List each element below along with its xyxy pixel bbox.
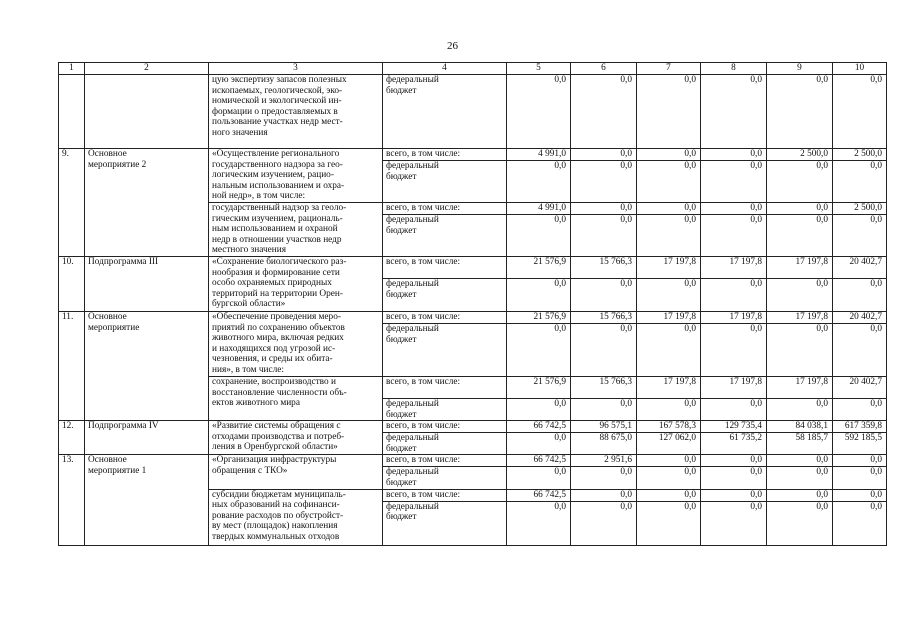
value-cell: 0,0 bbox=[833, 75, 887, 149]
value-cell: 0,0 bbox=[701, 203, 767, 215]
value-cell: 17 197,8 bbox=[637, 312, 701, 324]
value-cell: 66 742,5 bbox=[507, 421, 571, 433]
value-cell: 0,0 bbox=[637, 203, 701, 215]
row-name: Основное мероприятие 1 bbox=[85, 455, 209, 545]
value-cell: 17 197,8 bbox=[701, 312, 767, 324]
header-cell: 7 bbox=[637, 63, 701, 75]
value-cell: 0,0 bbox=[507, 324, 571, 377]
funding-source: федеральный бюджет bbox=[383, 324, 507, 377]
value-cell: 0,0 bbox=[571, 279, 637, 312]
value-cell: 96 575,1 bbox=[571, 421, 637, 433]
value-cell: 0,0 bbox=[833, 455, 887, 467]
header-cell: 9 bbox=[767, 63, 833, 75]
value-cell: 0,0 bbox=[507, 399, 571, 421]
value-cell: 0,0 bbox=[833, 215, 887, 257]
row-description: субсидии бюджетам муниципаль- ных образований на софинанси- рование расходов по обустройст- ву мест (площадок) накопления твердых коммунальных отходов bbox=[209, 489, 383, 545]
value-cell: 15 766,3 bbox=[571, 312, 637, 324]
value-cell: 0,0 bbox=[833, 489, 887, 501]
value-cell: 0,0 bbox=[637, 215, 701, 257]
value-cell: 0,0 bbox=[767, 324, 833, 377]
row-index bbox=[59, 75, 85, 149]
row-name: Подпрограмма III bbox=[85, 257, 209, 312]
value-cell: 0,0 bbox=[701, 324, 767, 377]
value-cell: 0,0 bbox=[637, 149, 701, 161]
table-row bbox=[59, 421, 887, 433]
value-cell: 0,0 bbox=[767, 467, 833, 489]
header-cell: 5 bbox=[507, 63, 571, 75]
value-cell: 17 197,8 bbox=[701, 257, 767, 279]
funding-source: всего, в том числе: bbox=[383, 377, 507, 399]
header-cell: 3 bbox=[209, 63, 383, 75]
value-cell: 0,0 bbox=[571, 501, 637, 545]
value-cell: 17 197,8 bbox=[767, 312, 833, 324]
value-cell: 0,0 bbox=[701, 455, 767, 467]
value-cell: 20 402,7 bbox=[833, 257, 887, 279]
value-cell: 0,0 bbox=[701, 501, 767, 545]
value-cell: 0,0 bbox=[571, 399, 637, 421]
value-cell: 0,0 bbox=[701, 215, 767, 257]
header-cell: 1 bbox=[59, 63, 85, 75]
value-cell: 0,0 bbox=[571, 324, 637, 377]
row-name: Основное мероприятие bbox=[85, 312, 209, 421]
value-cell: 15 766,3 bbox=[571, 257, 637, 279]
value-cell: 0,0 bbox=[571, 75, 637, 149]
value-cell: 0,0 bbox=[767, 501, 833, 545]
value-cell: 20 402,7 bbox=[833, 377, 887, 399]
value-cell: 0,0 bbox=[507, 279, 571, 312]
funding-source: всего, в том числе: bbox=[383, 257, 507, 279]
header-cell: 8 bbox=[701, 63, 767, 75]
value-cell: 0,0 bbox=[637, 75, 701, 149]
value-cell: 0,0 bbox=[701, 489, 767, 501]
value-cell: 58 185,7 bbox=[767, 433, 833, 455]
value-cell: 0,0 bbox=[637, 161, 701, 203]
row-description: «Осуществление регионального государственного надзора за гео- логическим изучением, рацио- нальным использованием и охра- ной недр», в том числе: bbox=[209, 149, 383, 203]
row-index: 9. bbox=[59, 149, 85, 257]
value-cell: 2 500,0 bbox=[833, 203, 887, 215]
value-cell: 0,0 bbox=[571, 149, 637, 161]
value-cell: 4 991,0 bbox=[507, 149, 571, 161]
row-description: «Организация инфраструктуры обращения с ТКО» bbox=[209, 455, 383, 489]
value-cell: 0,0 bbox=[767, 455, 833, 467]
value-cell: 0,0 bbox=[507, 501, 571, 545]
value-cell: 0,0 bbox=[507, 467, 571, 489]
value-cell: 21 576,9 bbox=[507, 377, 571, 399]
row-name bbox=[85, 75, 209, 149]
funding-source: федеральный бюджет bbox=[383, 279, 507, 312]
value-cell: 0,0 bbox=[571, 215, 637, 257]
value-cell: 0,0 bbox=[637, 489, 701, 501]
value-cell: 0,0 bbox=[767, 279, 833, 312]
value-cell: 0,0 bbox=[701, 467, 767, 489]
value-cell: 0,0 bbox=[701, 75, 767, 149]
funding-source: всего, в том числе: bbox=[383, 455, 507, 467]
value-cell: 0,0 bbox=[637, 467, 701, 489]
value-cell: 17 197,8 bbox=[767, 257, 833, 279]
funding-source: всего, в том числе: bbox=[383, 489, 507, 501]
value-cell: 0,0 bbox=[701, 279, 767, 312]
row-index: 13. bbox=[59, 455, 85, 545]
value-cell: 0,0 bbox=[833, 161, 887, 203]
funding-source: федеральный бюджет bbox=[383, 161, 507, 203]
value-cell: 0,0 bbox=[767, 215, 833, 257]
value-cell: 0,0 bbox=[833, 501, 887, 545]
value-cell: 127 062,0 bbox=[637, 433, 701, 455]
row-description: цую экспертизу запасов полезных ископаемых, геологической, эко- номической и экологической ин- формации о предоставляемых в пользование участках недр мест- ного значения bbox=[209, 75, 383, 149]
value-cell: 617 359,8 bbox=[833, 421, 887, 433]
value-cell: 0,0 bbox=[571, 203, 637, 215]
funding-source: всего, в том числе: bbox=[383, 312, 507, 324]
row-name: Подпрограмма IV bbox=[85, 421, 209, 455]
funding-source: федеральный бюджет bbox=[383, 467, 507, 489]
page-number: 26 bbox=[447, 40, 458, 52]
table-row bbox=[59, 455, 887, 467]
funding-source: федеральный бюджет bbox=[383, 215, 507, 257]
header-cell: 4 bbox=[383, 63, 507, 75]
value-cell: 0,0 bbox=[767, 399, 833, 421]
value-cell: 17 197,8 bbox=[767, 377, 833, 399]
value-cell: 0,0 bbox=[507, 75, 571, 149]
funding-source: всего, в том числе: bbox=[383, 203, 507, 215]
header-cell: 10 bbox=[833, 63, 887, 75]
value-cell: 0,0 bbox=[767, 161, 833, 203]
funding-source: федеральный бюджет bbox=[383, 501, 507, 545]
table-row bbox=[59, 75, 887, 149]
value-cell: 0,0 bbox=[507, 215, 571, 257]
table-header-row bbox=[59, 63, 887, 75]
value-cell: 0,0 bbox=[833, 279, 887, 312]
value-cell: 84 038,1 bbox=[767, 421, 833, 433]
value-cell: 0,0 bbox=[701, 399, 767, 421]
header-cell: 2 bbox=[85, 63, 209, 75]
row-description: «Обеспечение проведения меро- приятий по сохранению объектов животного мира, включая редких и находящихся под угрозой ис- чезновения, и среды их обита- ния», в том числе: bbox=[209, 312, 383, 377]
value-cell: 0,0 bbox=[571, 467, 637, 489]
table-row bbox=[59, 257, 887, 279]
budget-table bbox=[58, 62, 887, 546]
value-cell: 0,0 bbox=[701, 149, 767, 161]
value-cell: 88 675,0 bbox=[571, 433, 637, 455]
value-cell: 17 197,8 bbox=[701, 377, 767, 399]
value-cell: 592 185,5 bbox=[833, 433, 887, 455]
table-row bbox=[59, 312, 887, 324]
value-cell: 61 735,2 bbox=[701, 433, 767, 455]
value-cell: 0,0 bbox=[637, 455, 701, 467]
funding-source: федеральный бюджет bbox=[383, 399, 507, 421]
funding-source: всего, в том числе: bbox=[383, 421, 507, 433]
value-cell: 17 197,8 bbox=[637, 377, 701, 399]
value-cell: 167 578,3 bbox=[637, 421, 701, 433]
value-cell: 0,0 bbox=[833, 324, 887, 377]
value-cell: 66 742,5 bbox=[507, 455, 571, 467]
value-cell: 0,0 bbox=[637, 399, 701, 421]
value-cell: 0,0 bbox=[637, 279, 701, 312]
value-cell: 0,0 bbox=[767, 203, 833, 215]
value-cell: 0,0 bbox=[767, 75, 833, 149]
value-cell: 2 500,0 bbox=[833, 149, 887, 161]
value-cell: 2 500,0 bbox=[767, 149, 833, 161]
value-cell: 0,0 bbox=[637, 501, 701, 545]
value-cell: 0,0 bbox=[507, 161, 571, 203]
row-description: сохранение, воспроизводство и восстановление численности объ- ектов животного мира bbox=[209, 377, 383, 421]
row-index: 12. bbox=[59, 421, 85, 455]
value-cell: 0,0 bbox=[833, 467, 887, 489]
funding-source: федеральный бюджет bbox=[383, 433, 507, 455]
value-cell: 0,0 bbox=[571, 161, 637, 203]
funding-source: федеральный бюджет bbox=[383, 75, 507, 149]
value-cell: 17 197,8 bbox=[637, 257, 701, 279]
value-cell: 0,0 bbox=[833, 399, 887, 421]
value-cell: 66 742,5 bbox=[507, 489, 571, 501]
value-cell: 21 576,9 bbox=[507, 257, 571, 279]
value-cell: 20 402,7 bbox=[833, 312, 887, 324]
row-description: «Сохранение биологического раз- нообразия и формирование сети особо охраняемых природных территорий на территории Орен- бургской области» bbox=[209, 257, 383, 312]
value-cell: 0,0 bbox=[701, 161, 767, 203]
value-cell: 4 991,0 bbox=[507, 203, 571, 215]
row-name: Основное мероприятие 2 bbox=[85, 149, 209, 257]
value-cell: 21 576,9 bbox=[507, 312, 571, 324]
row-index: 11. bbox=[59, 312, 85, 421]
value-cell: 0,0 bbox=[767, 489, 833, 501]
value-cell: 0,0 bbox=[571, 489, 637, 501]
value-cell: 129 735,4 bbox=[701, 421, 767, 433]
row-description: «Развитие системы обращения с отходами производства и потреб- ления в Оренбургской области» bbox=[209, 421, 383, 455]
value-cell: 2 951,6 bbox=[571, 455, 637, 467]
value-cell: 0,0 bbox=[637, 324, 701, 377]
value-cell: 15 766,3 bbox=[571, 377, 637, 399]
funding-source: всего, в том числе: bbox=[383, 149, 507, 161]
row-description: государственный надзор за геоло- гическим изучением, рациональ- ным использованием и охраной недр в отношении участков недр местного значения bbox=[209, 203, 383, 257]
table-row bbox=[59, 149, 887, 161]
value-cell: 0,0 bbox=[507, 433, 571, 455]
header-cell: 6 bbox=[571, 63, 637, 75]
row-index: 10. bbox=[59, 257, 85, 312]
